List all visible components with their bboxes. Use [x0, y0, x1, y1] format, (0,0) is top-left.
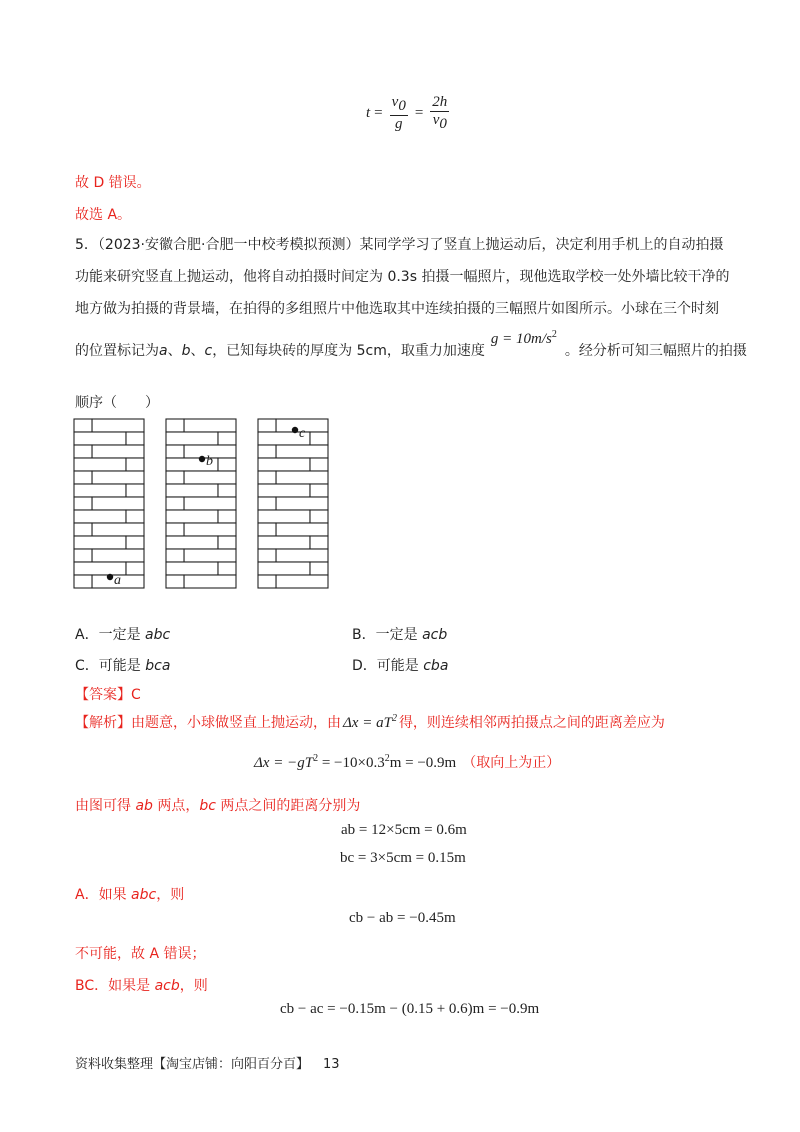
brick-walls-figure — [60, 412, 360, 598]
brick-half — [310, 458, 328, 471]
brick — [258, 484, 310, 497]
label-c: c — [299, 426, 306, 441]
brick-half — [218, 562, 236, 575]
q4-sep1: 、 — [167, 343, 182, 359]
ball-position-c — [292, 427, 298, 433]
dx-formula-end: m = −0.9m — [389, 754, 457, 771]
brick-wall-1 — [74, 419, 144, 588]
brick — [276, 471, 328, 484]
brick — [92, 497, 144, 510]
brick-wall-3 — [258, 419, 328, 588]
option-b-value: acb — [422, 627, 448, 643]
case-a-pre: A．如果 — [75, 887, 132, 903]
inline-formula-text: Δx = aT — [343, 714, 392, 731]
question-line-3: 地方做为拍摄的背景墙，在拍得的多组照片中他选取其中连续拍摄的三幅照片如图所示。小球在三个时刻 — [75, 301, 719, 317]
brick-half — [166, 523, 184, 536]
brick — [166, 484, 218, 497]
answer-line — [75, 684, 141, 704]
brick-half — [166, 445, 184, 458]
frac2-num: 2h — [432, 94, 448, 110]
brick-half — [310, 432, 328, 445]
formula-frac2 — [430, 94, 449, 133]
brick-half — [258, 575, 276, 588]
option-c — [75, 655, 170, 675]
q4-pre: 的位置标记为 — [75, 343, 159, 359]
option-c-value: bca — [145, 658, 171, 674]
brick-half — [126, 536, 144, 549]
brick-half — [166, 497, 184, 510]
top-formula — [366, 94, 452, 133]
case-a-post: ，则 — [156, 887, 185, 903]
brick — [276, 549, 328, 562]
brick-half — [126, 562, 144, 575]
dist-bc: bc — [199, 798, 216, 814]
brick — [258, 536, 310, 549]
brick-half — [310, 484, 328, 497]
q4-sep2: 、 — [190, 343, 205, 359]
question-number: 5． — [75, 237, 98, 253]
brick — [92, 523, 144, 536]
brick-half — [258, 523, 276, 536]
answer-value: C — [131, 687, 141, 703]
analysis-tag: 【解析】 — [75, 715, 131, 731]
brick-half — [126, 432, 144, 445]
frac2-den-sub: 0 — [439, 116, 447, 132]
line-d-wrong: 故 D 错误。 — [75, 175, 151, 191]
brick — [258, 458, 310, 471]
brick-half — [126, 458, 144, 471]
brick-half — [74, 445, 92, 458]
brick-half — [258, 445, 276, 458]
option-c-letter: C．可能是 — [75, 658, 146, 674]
brick-half — [74, 497, 92, 510]
dist-ab: ab — [135, 798, 153, 814]
option-d-value: cba — [423, 658, 449, 674]
dx-formula-mid: = −10×0.3 — [318, 754, 385, 771]
brick — [276, 523, 328, 536]
question-line-2: 功能来研究竖直上抛运动，他将自动拍摄时间定为 0.3s 拍摄一幅照片，现他选取学校一处外墙比较干净的 — [75, 269, 730, 285]
question-line-1 — [75, 234, 723, 254]
q4-label-c: c — [204, 343, 213, 359]
analysis-line-1 — [75, 712, 665, 732]
label-a: a — [114, 573, 121, 588]
footer-text: 资料收集整理【淘宝店铺：向阳百分百】 — [75, 1057, 310, 1072]
brick — [166, 562, 218, 575]
g-formula-sup: 2 — [551, 329, 557, 340]
brick — [92, 445, 144, 458]
case-a-line — [75, 884, 184, 904]
answer-tag: 【答案】 — [75, 687, 131, 703]
formula-eq1: = — [374, 105, 383, 121]
frac1-num: v — [391, 94, 399, 110]
question-line-4 — [75, 329, 747, 364]
option-d-letter: D．可能是 — [352, 658, 424, 674]
case-bc-line — [75, 975, 208, 995]
formula-case-bc: cb − ac = −0.15m − (0.15 + 0.6)m = −0.9m — [280, 1001, 540, 1017]
brick — [166, 536, 218, 549]
brick — [74, 484, 126, 497]
case-bc-val: acb — [154, 978, 180, 994]
brick-half — [166, 471, 184, 484]
brick — [276, 575, 328, 588]
brick-half — [218, 536, 236, 549]
analysis-text-post: 得，则连续相邻两拍摄点之间的距离差应为 — [398, 715, 665, 731]
line-choose-a: 故选 A。 — [75, 207, 132, 223]
brick-half — [166, 549, 184, 562]
analysis-dist-line — [75, 795, 360, 815]
brick — [92, 471, 144, 484]
case-a-val: abc — [131, 887, 157, 903]
brick — [258, 510, 310, 523]
q4-post: 。经分析可知三幅照片的拍摄 — [564, 343, 747, 359]
brick — [166, 432, 218, 445]
brick-half — [258, 471, 276, 484]
brick-half — [310, 510, 328, 523]
brick — [184, 523, 236, 536]
brick — [258, 562, 310, 575]
option-b — [352, 624, 447, 644]
q4-mid: ，已知每块砖的厚度为 5cm，取重力加速度 — [212, 343, 485, 359]
dist-mid: 两点， — [152, 798, 200, 814]
brick-half — [74, 549, 92, 562]
dx-note: （取向上为正） — [462, 755, 561, 771]
q4-label-b: b — [181, 343, 191, 359]
brick-half — [74, 523, 92, 536]
question-source: （2023·安徽合肥·合肥一中校考模拟预测） — [97, 237, 360, 253]
brick — [184, 575, 236, 588]
frac2-den: v — [432, 112, 440, 128]
option-d — [352, 655, 448, 675]
brick-half — [258, 419, 276, 432]
frac1-den: g — [394, 116, 403, 132]
brick — [92, 549, 144, 562]
question-text-1: 某同学学习了竖直上抛运动后，决定利用手机上的自动拍摄 — [359, 237, 724, 253]
brick — [184, 549, 236, 562]
analysis-text-pre: 由题意，小球做竖直上抛运动，由 — [131, 715, 341, 731]
brick-half — [258, 497, 276, 510]
brick-half — [218, 432, 236, 445]
case-bc-post: ，则 — [179, 978, 208, 994]
brick — [276, 445, 328, 458]
brick-half — [74, 471, 92, 484]
formula-bc: bc = 3×5cm = 0.15m — [340, 850, 466, 866]
formula-t: t — [366, 105, 371, 121]
dx-formula-1: Δx = −gT — [254, 754, 314, 771]
page-number: 13 — [323, 1057, 340, 1072]
inline-formula-sup: 2 — [391, 712, 397, 724]
q4-label-a: a — [159, 343, 168, 359]
frac1-num-sub: 0 — [398, 98, 406, 114]
brick — [74, 458, 126, 471]
formula-ab: ab = 12×5cm = 0.6m — [341, 822, 467, 838]
ball-position-b — [199, 456, 205, 462]
brick — [74, 510, 126, 523]
brick — [74, 432, 126, 445]
brick-half — [310, 536, 328, 549]
brick — [184, 497, 236, 510]
formula-delta-x — [254, 752, 560, 772]
dist-pre: 由图可得 — [75, 798, 136, 814]
case-a-conclusion: 不可能，故 A 错误； — [75, 946, 206, 962]
brick-half — [218, 510, 236, 523]
dx-formula — [254, 753, 456, 772]
case-bc-pre: BC．如果是 — [75, 978, 155, 994]
brick-half — [74, 419, 92, 432]
brick-half — [218, 458, 236, 471]
brick-half — [126, 484, 144, 497]
formula-frac1 — [390, 94, 408, 133]
brick-half — [166, 575, 184, 588]
brick-wall-2 — [166, 419, 236, 588]
brick-half — [74, 575, 92, 588]
q4-g-formula — [491, 329, 557, 348]
option-a-letter: A．一定是 — [75, 627, 146, 643]
option-a-value: abc — [145, 627, 171, 643]
brick-half — [310, 562, 328, 575]
option-a — [75, 624, 170, 644]
g-formula-text: g = 10m/s — [490, 331, 552, 347]
dx-sup2: 2 — [384, 752, 390, 764]
brick-half — [126, 510, 144, 523]
analysis-inline-formula — [343, 713, 397, 732]
brick — [74, 536, 126, 549]
page-footer — [75, 1053, 340, 1072]
brick — [184, 419, 236, 432]
dx-sup1: 2 — [313, 752, 319, 764]
formula-case-a: cb − ab = −0.45m — [349, 910, 456, 926]
brick — [276, 497, 328, 510]
brick-half — [166, 419, 184, 432]
question-line-5: 顺序（ ） — [75, 395, 159, 411]
brick-half — [218, 484, 236, 497]
brick — [184, 471, 236, 484]
formula-eq2: = — [414, 105, 424, 121]
brick — [92, 419, 144, 432]
dist-post: 两点之间的距离分别为 — [215, 798, 361, 814]
label-b: b — [206, 454, 213, 469]
brick — [166, 510, 218, 523]
ball-position-a — [107, 574, 113, 580]
option-b-letter: B．一定是 — [352, 627, 423, 643]
brick-half — [258, 549, 276, 562]
